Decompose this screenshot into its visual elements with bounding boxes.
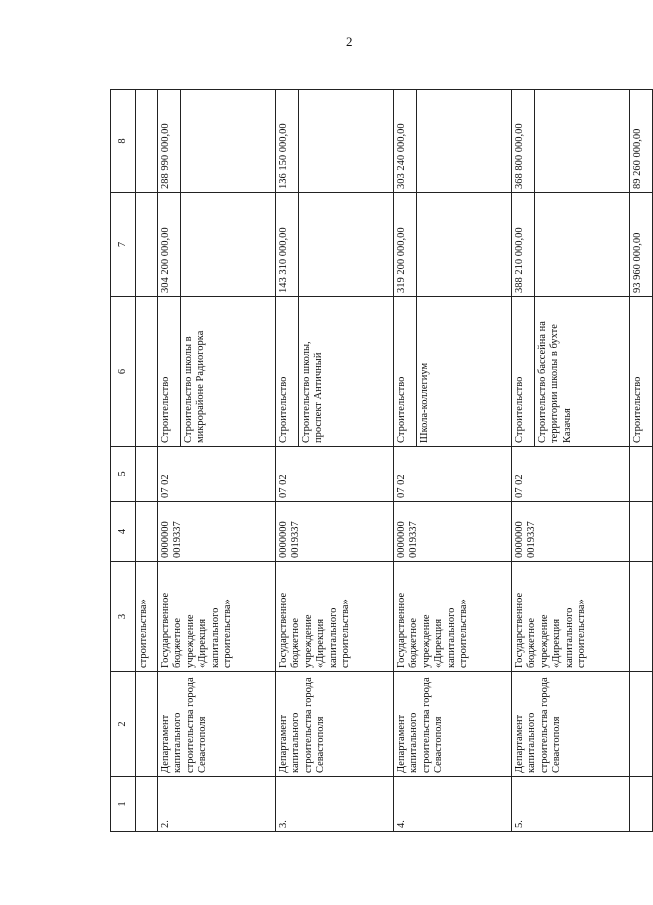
table-row bbox=[158, 90, 181, 832]
code-cell: 0000000 0019337 bbox=[394, 502, 512, 562]
object-cell: Строительство бассейна на территории школы в бухте Казачья bbox=[535, 297, 630, 447]
amount-cell: 93 960 000,00 bbox=[630, 193, 653, 297]
amount-cell: 368 800 000,00 bbox=[512, 90, 535, 193]
table-row bbox=[630, 90, 653, 832]
cell-empty bbox=[136, 193, 158, 297]
stage-cell: Строительство bbox=[276, 297, 299, 447]
amount-cell: 388 210 000,00 bbox=[512, 193, 535, 297]
cell-empty bbox=[136, 447, 158, 502]
section-cell: 07 02 bbox=[512, 447, 630, 502]
stage-cell: Строительство bbox=[512, 297, 535, 447]
customer-cell: Государственное бюджетное учреждение «Дирекция капитального строительства» bbox=[394, 562, 512, 672]
section-cell: 07 02 bbox=[158, 447, 276, 502]
header-cell: 3 bbox=[111, 562, 136, 672]
header-cell: 4 bbox=[111, 502, 136, 562]
customer-cell: Государственное бюджетное учреждение «Дирекция капитального строительства» bbox=[276, 562, 394, 672]
amount-cell: 304 200 000,00 bbox=[158, 193, 181, 297]
department-cell: Департамент капитального строительства города Севастополя bbox=[158, 672, 276, 777]
cell-empty bbox=[630, 447, 653, 502]
object-cell: Строительство школы в микрорайоне Радиогорка bbox=[181, 297, 276, 447]
cell-empty bbox=[535, 193, 630, 297]
cell-empty bbox=[136, 297, 158, 447]
code-cell: 0000000 0019337 bbox=[158, 502, 276, 562]
code-cell: 0000000 0019337 bbox=[512, 502, 630, 562]
section-cell: 07 02 bbox=[394, 447, 512, 502]
header-cell: 7 bbox=[111, 193, 136, 297]
cell-empty bbox=[299, 193, 394, 297]
amount-cell: 288 990 000,00 bbox=[158, 90, 181, 193]
section-cell: 07 02 bbox=[276, 447, 394, 502]
code-cell: 0000000 0019337 bbox=[276, 502, 394, 562]
cell-empty bbox=[535, 90, 630, 193]
stage-cell: Строительство bbox=[394, 297, 417, 447]
row-number: 5. bbox=[512, 777, 630, 832]
header-cell: 1 bbox=[111, 777, 136, 832]
amount-cell: 143 310 000,00 bbox=[276, 193, 299, 297]
department-cell: Департамент капитального строительства города Севастополя bbox=[394, 672, 512, 777]
department-cell: Департамент капитального строительства города Севастополя bbox=[512, 672, 630, 777]
cell-empty bbox=[181, 90, 276, 193]
table-row bbox=[512, 90, 535, 832]
cell-empty bbox=[136, 777, 158, 832]
table-row bbox=[394, 90, 417, 832]
amount-cell: 136 150 000,00 bbox=[276, 90, 299, 193]
stage-cell: Строительство bbox=[158, 297, 181, 447]
continuation-row bbox=[136, 90, 158, 832]
row-number: 4. bbox=[394, 777, 512, 832]
cell-empty bbox=[417, 90, 512, 193]
table-row bbox=[276, 90, 299, 832]
cell-empty bbox=[136, 672, 158, 777]
cell-empty bbox=[630, 777, 653, 832]
amount-cell: 319 200 000,00 bbox=[394, 193, 417, 297]
cell-empty bbox=[181, 193, 276, 297]
header-row bbox=[111, 90, 136, 832]
cell-empty bbox=[136, 502, 158, 562]
header-cell: 8 bbox=[111, 90, 136, 193]
row-number: 3. bbox=[276, 777, 394, 832]
amount-cell: 89 260 000,00 bbox=[630, 90, 653, 193]
page-number: 2 bbox=[346, 34, 353, 49]
header-cell: 5 bbox=[111, 447, 136, 502]
customer-cell: Государственное бюджетное учреждение «Дирекция капитального строительства» bbox=[512, 562, 630, 672]
header-cell: 2 bbox=[111, 672, 136, 777]
table-frame bbox=[110, 90, 643, 832]
stage-cell: Строительство bbox=[630, 297, 653, 447]
row-number: 2. bbox=[158, 777, 276, 832]
department-cell: Департамент капитального строительства города Севастополя bbox=[276, 672, 394, 777]
header-cell: 6 bbox=[111, 297, 136, 447]
cell-empty bbox=[630, 672, 653, 777]
customer-cell: строительства» bbox=[136, 562, 158, 672]
rotated-table-container bbox=[110, 90, 643, 832]
object-cell: Строительство школы, проспект Античный bbox=[299, 297, 394, 447]
customer-cell: Государственное бюджетное учреждение «Дирекция капитального строительства» bbox=[158, 562, 276, 672]
cell-empty bbox=[299, 90, 394, 193]
object-cell: Школа-коллегиум bbox=[417, 297, 512, 447]
cell-empty bbox=[630, 502, 653, 562]
cell-empty bbox=[417, 193, 512, 297]
budget-table bbox=[110, 89, 653, 832]
amount-cell: 303 240 000,00 bbox=[394, 90, 417, 193]
cell-empty bbox=[630, 562, 653, 672]
cell-empty bbox=[136, 90, 158, 193]
